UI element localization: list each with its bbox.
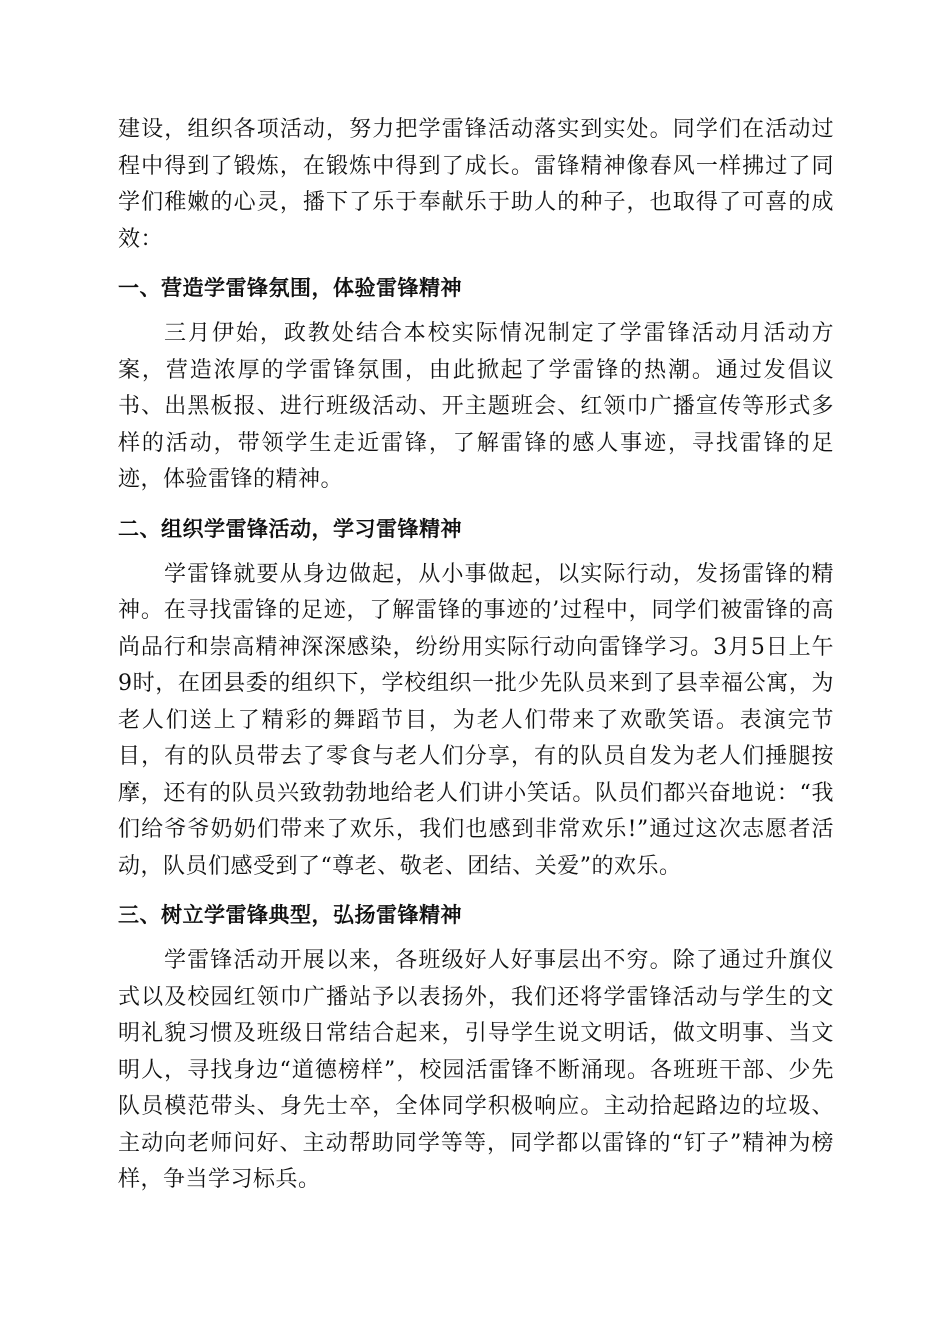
section-heading-3: 三、树立学雷锋典型，弘扬雷锋精神 [118,902,462,927]
section-body-3: 学雷锋活动开展以来，各班级好人好事层出不穷。除了通过升旗仪式以及校园红领巾广播站予以表扬外，我们还将学雷锋活动与学生的文明礼貌习惯及班级日常结合起来，引导学生说文明话，做文明事、当文明人，寻找身边“道德榜样”，校园活雷锋不断涌现。各班班干部、少先队员模范带头、身先士卒，全体同学积极响应。主动拾起路边的垃圾、主动向老师问好、主动帮助同学等等，同学都以雷锋的“钉子”精神为榜样，争当学习标兵。 [118,948,834,1192]
document-page [118,112,834,1199]
section-body-2: 学雷锋就要从身边做起，从小事做起，以实际行动，发扬雷锋的精神。在寻找雷锋的足迹，了解雷锋的事迹的’过程中，同学们被雷锋的高尚品行和崇高精神深深感染，纷纷用实际行动向雷锋学习。3月5日上午9时，在团县委的组织下，学校组织一批少先队员来到了县幸福公寓，为老人们送上了精彩的舞蹈节目，为老人们带来了欢歌笑语。表演完节目，有的队员带去了零食与老人们分享，有的队员自发为老人们捶腿按摩，还有的队员兴致勃勃地给老人们讲小笑话。队员们都兴奋地说：“我们给爷爷奶奶们带来了欢乐，我们也感到非常欢乐!”通过这次志愿者活动，队员们感受到了“尊老、敬老、团结、关爱”的欢乐。 [118,561,834,879]
section-heading-2: 二、组织学雷锋活动，学习雷锋精神 [118,515,462,541]
section-heading-1: 一、营造学雷锋氛围，体验雷锋精神 [118,275,462,300]
intro-paragraph: 建设，组织各项活动，努力把学雷锋活动落实到实处。同学们在活动过程中得到了锻炼，在锻炼中得到了成长。雷锋精神像春风一样拂过了同学们稚嫩的心灵，播下了乐于奉献乐于助人的种子，也取得了可喜的成效： [118,117,834,252]
section-body-1: 三月伊始，政教处结合本校实际情况制定了学雷锋活动月活动方案，营造浓厚的学雷锋氛围，由此掀起了学雷锋的热潮。通过发倡议书、出黑板报、进行班级活动、开主题班会、红领巾广播宣传等形式多样的活动，带领学生走近雷锋，了解雷锋的感人事迹，寻找雷锋的足迹，体验雷锋的精神。 [118,321,834,492]
